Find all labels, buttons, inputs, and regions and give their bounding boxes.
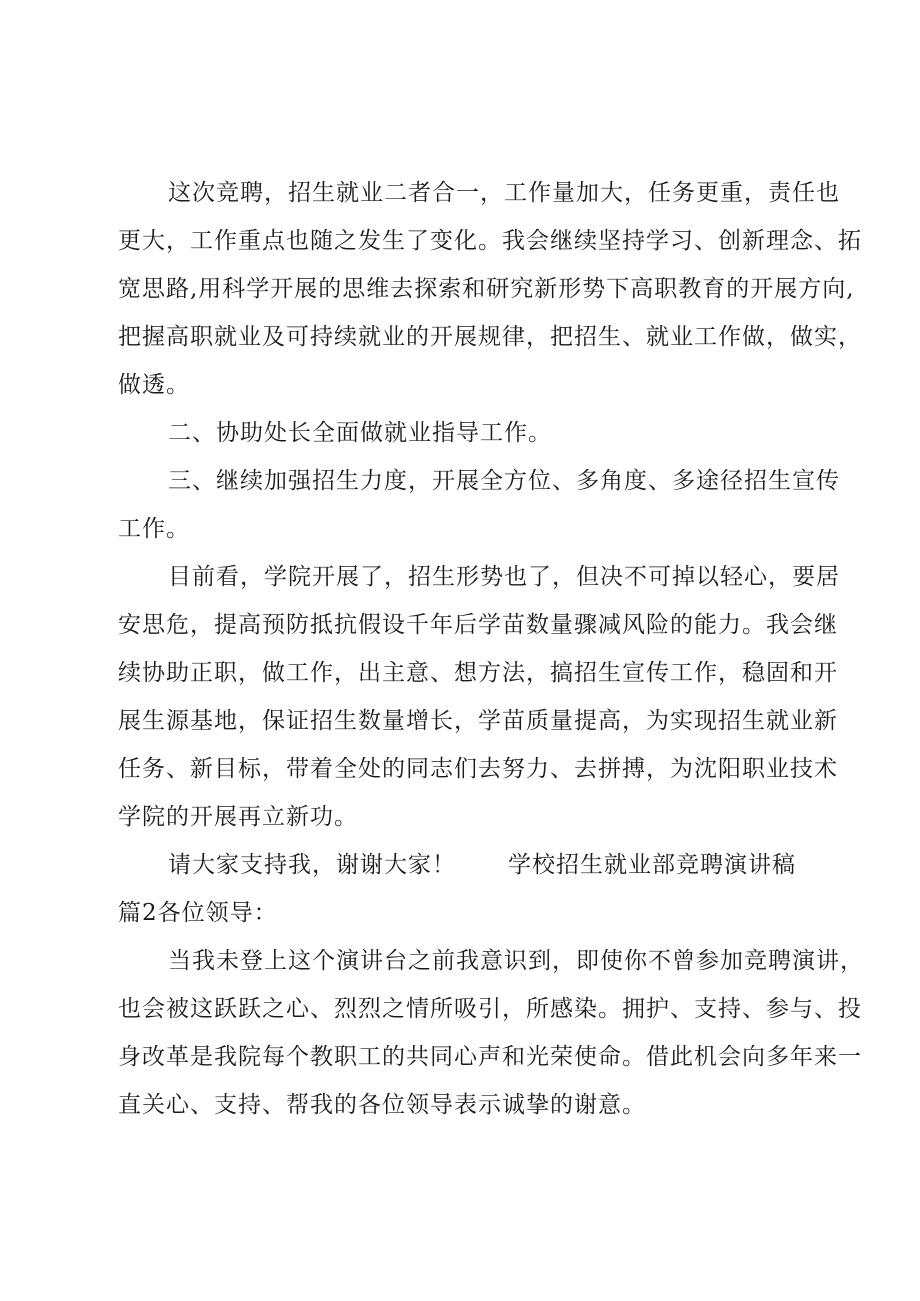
paragraph-4-line-2: 安思危，提高预防抵抗假设千年后学苗数量骤减风险的能力。我会继 bbox=[118, 612, 838, 638]
paragraph-4-line-5: 任务、新目标，带着全处的同志们去努力、去拼搏，为沈阳职业技术 bbox=[118, 756, 838, 782]
next-article-title: 学校招生就业部竞聘演讲稿 bbox=[508, 852, 796, 878]
paragraph-5-line-1: 当我未登上这个演讲台之前我意识到，即使你不曾参加竞聘演讲， bbox=[168, 948, 864, 974]
paragraph-5-line-4: 直关心、支持、帮我的各位领导表示诚挚的谢意。 bbox=[118, 1092, 646, 1118]
closing-line: 请大家支持我，谢谢大家！ bbox=[168, 852, 456, 878]
paragraph-1-line-4: 把握高职就业及可持续就业的开展规律，把招生、就业工作做，做实， bbox=[118, 324, 862, 350]
paragraph-4-line-6: 学院的开展再立新功。 bbox=[118, 804, 358, 830]
paragraph-1-line-3: 宽思路,用科学开展的思维去探索和研究新形势下高职教育的开展方向, bbox=[118, 276, 855, 302]
paragraph-4-line-3: 续协助正职，做工作，出主意、想方法，搞招生宣传工作，稳固和开 bbox=[118, 660, 838, 686]
section-3-line-2: 工作。 bbox=[118, 516, 190, 542]
paragraph-1-line-1: 这次竞聘，招生就业二者合一，工作量加大，任务更重，责任也 bbox=[168, 180, 840, 206]
section-3-line-1: 三、继续加强招生力度，开展全方位、多角度、多途径招生宣传 bbox=[168, 468, 840, 494]
paragraph-4-line-4: 展生源基地，保证招生数量增长，学苗质量提高，为实现招生就业新 bbox=[118, 708, 838, 734]
paragraph-4-line-1: 目前看，学院开展了，招生形势也了，但决不可掉以轻心，要居 bbox=[168, 564, 840, 590]
paragraph-5-line-3: 身改革是我院每个教职工的共同心声和光荣使命。借此机会向多年来一 bbox=[118, 1044, 862, 1070]
paragraph-5-line-2: 也会被这跃跃之心、烈烈之情所吸引，所感染。拥护、支持、参与、投 bbox=[118, 996, 862, 1022]
greeting-line: 篇2各位领导： bbox=[118, 900, 278, 926]
paragraph-1-line-2: 更大，工作重点也随之发生了变化。我会继续坚持学习、创新理念、拓 bbox=[118, 228, 862, 254]
paragraph-1-line-5: 做透。 bbox=[118, 372, 190, 398]
section-2-heading: 二、协助处长全面做就业指导工作。 bbox=[168, 420, 552, 446]
